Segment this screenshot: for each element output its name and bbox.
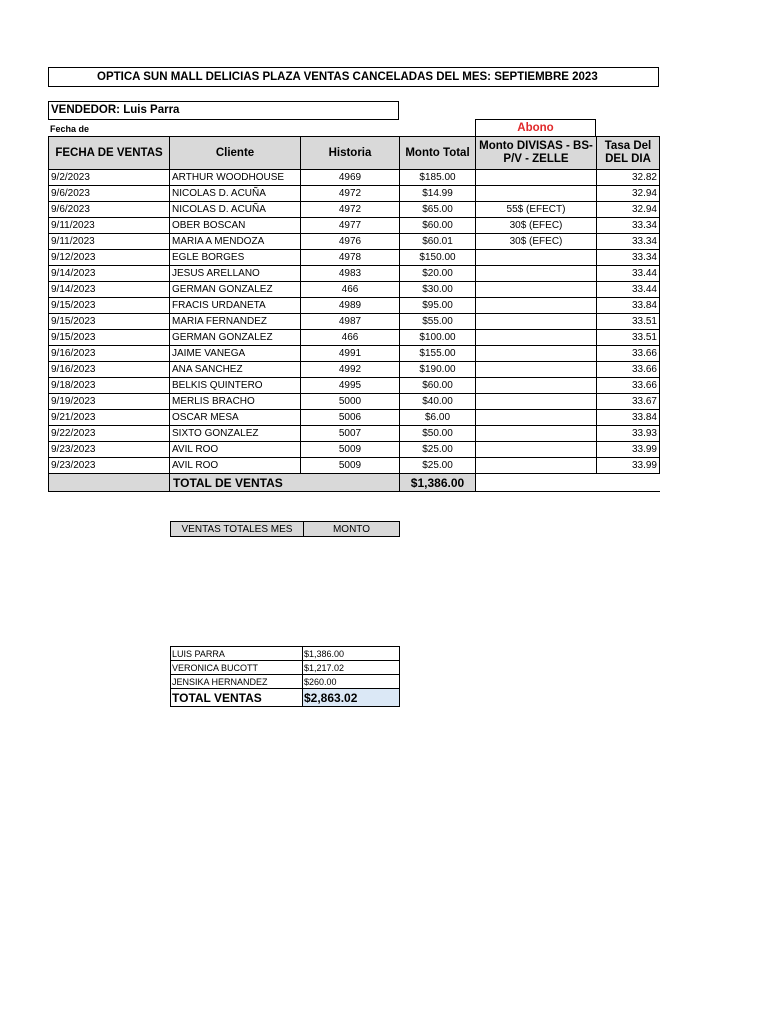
cell-divisas [476,362,597,378]
cell-monto: $185.00 [400,170,476,186]
table-row [49,378,660,394]
cell-cliente: ANA SANCHEZ [170,362,301,378]
cell-historia: 5009 [301,458,400,474]
cell-cliente: NICOLAS D. ACUÑA [170,202,301,218]
cell-fecha: 9/15/2023 [49,330,170,346]
cell-cliente: GERMAN GONZALEZ [170,282,301,298]
table-row [49,202,660,218]
table-row [49,234,660,250]
cell-fecha: 9/22/2023 [49,426,170,442]
cell-monto: $95.00 [400,298,476,314]
cell-divisas [476,186,597,202]
cell-monto: $30.00 [400,282,476,298]
cell-monto: $25.00 [400,458,476,474]
cell-cliente: EGLE BORGES [170,250,301,266]
cell-tasa: 33.84 [597,298,660,314]
cell-monto: $25.00 [400,442,476,458]
total-label: TOTAL DE VENTAS [170,474,400,492]
cell-cliente: OSCAR MESA [170,410,301,426]
cell-divisas [476,410,597,426]
table-row [49,266,660,282]
cell-monto: $50.00 [400,426,476,442]
table-row [49,250,660,266]
cell-monto: $100.00 [400,330,476,346]
cell-fecha: 9/6/2023 [49,186,170,202]
cell-monto: $60.00 [400,218,476,234]
cell-historia: 4972 [301,202,400,218]
cell-divisas [476,442,597,458]
summary-row [171,675,400,689]
cell-historia: 4989 [301,298,400,314]
table-row [49,298,660,314]
cell-fecha: 9/11/2023 [49,218,170,234]
cell-monto: $6.00 [400,410,476,426]
cell-monto: $155.00 [400,346,476,362]
table-row [49,346,660,362]
cell-historia: 466 [301,330,400,346]
cell-monto: $60.00 [400,378,476,394]
cell-divisas [476,298,597,314]
cell-historia: 466 [301,282,400,298]
table-row [49,330,660,346]
cell-cliente: MARIA A MENDOZA [170,234,301,250]
cell-tasa: 32.82 [597,170,660,186]
col-cliente-header: Cliente [170,137,301,170]
table-row [49,426,660,442]
table-row [49,170,660,186]
report-title: OPTICA SUN MALL DELICIAS PLAZA VENTAS CANCELADAS DEL MES: SEPTIEMBRE 2023 [48,67,659,87]
cell-tasa: 33.84 [597,410,660,426]
cell-monto: $40.00 [400,394,476,410]
cell-cliente: AVIL ROO [170,458,301,474]
summary-total-label: TOTAL VENTAS [171,689,303,707]
summary-row [171,647,400,661]
cell-fecha: 9/16/2023 [49,362,170,378]
cell-historia: 4978 [301,250,400,266]
cell-divisas [476,266,597,282]
table-row [49,314,660,330]
summary-amount: $1,386.00 [303,647,400,661]
monto-label: MONTO [304,522,400,537]
col-tasa-header: Tasa Del DEL DIA [597,137,660,170]
cell-divisas [476,426,597,442]
cell-tasa: 33.34 [597,250,660,266]
sales-table [48,136,660,492]
cell-monto: $60.01 [400,234,476,250]
summary-amount: $260.00 [303,675,400,689]
cell-cliente: JAIME VANEGA [170,346,301,362]
table-row [49,186,660,202]
cell-historia: 4977 [301,218,400,234]
summary-name: VERONICA BUCOTT [171,661,303,675]
table-row [49,458,660,474]
ventas-totales-mes-label: VENTAS TOTALES MES [171,522,304,537]
cell-historia: 4991 [301,346,400,362]
cell-divisas [476,330,597,346]
cell-cliente: MERLIS BRACHO [170,394,301,410]
cell-tasa: 33.34 [597,218,660,234]
cell-cliente: JESUS ARELLANO [170,266,301,282]
cell-tasa: 33.51 [597,330,660,346]
summary-name: JENSIKA HERNANDEZ [171,675,303,689]
cell-historia: 5000 [301,394,400,410]
cell-tasa: 33.44 [597,266,660,282]
cell-historia: 4995 [301,378,400,394]
table-row [49,442,660,458]
cell-tasa: 33.51 [597,314,660,330]
cell-tasa: 33.34 [597,234,660,250]
summary-amount: $1,217.02 [303,661,400,675]
cell-historia: 4992 [301,362,400,378]
summary-total-row [171,689,400,707]
table-row [49,362,660,378]
cell-historia: 4976 [301,234,400,250]
cell-historia: 4972 [301,186,400,202]
cell-fecha: 9/18/2023 [49,378,170,394]
cell-tasa: 33.99 [597,458,660,474]
cell-fecha: 9/6/2023 [49,202,170,218]
ventas-totales-header [170,521,400,537]
cell-divisas: 55$ (EFECT) [476,202,597,218]
cell-cliente: ARTHUR WOODHOUSE [170,170,301,186]
cell-fecha: 9/23/2023 [49,442,170,458]
cell-historia: 5006 [301,410,400,426]
col-monto-header: Monto Total [400,137,476,170]
cell-tasa: 33.66 [597,362,660,378]
cell-cliente: OBER BOSCAN [170,218,301,234]
cell-fecha: 9/23/2023 [49,458,170,474]
col-historia-header: Historia [301,137,400,170]
cell-cliente: GERMAN GONZALEZ [170,330,301,346]
table-row [49,394,660,410]
cell-fecha: 9/15/2023 [49,298,170,314]
cell-tasa: 33.66 [597,378,660,394]
cell-monto: $190.00 [400,362,476,378]
cell-fecha: 9/16/2023 [49,346,170,362]
cell-tasa: 32.94 [597,186,660,202]
summary-total-value: $2,863.02 [303,689,400,707]
cell-tasa: 32.94 [597,202,660,218]
cell-fecha: 9/14/2023 [49,266,170,282]
cell-divisas [476,458,597,474]
vendor-label: VENDEDOR: Luis Parra [48,101,399,120]
cell-historia: 4983 [301,266,400,282]
cell-monto: $14.99 [400,186,476,202]
cell-divisas [476,378,597,394]
cell-cliente: SIXTO GONZALEZ [170,426,301,442]
summary-table [170,646,400,707]
cell-fecha: 9/21/2023 [49,410,170,426]
cell-divisas [476,346,597,362]
cell-divisas [476,170,597,186]
sales-header-row [49,137,660,170]
cell-tasa: 33.66 [597,346,660,362]
cell-monto: $150.00 [400,250,476,266]
table-row [49,218,660,234]
cell-monto: $20.00 [400,266,476,282]
cell-monto: $65.00 [400,202,476,218]
cell-cliente: BELKIS QUINTERO [170,378,301,394]
cell-fecha: 9/19/2023 [49,394,170,410]
cell-divisas [476,394,597,410]
table-row [49,282,660,298]
cell-fecha: 9/11/2023 [49,234,170,250]
total-value: $1,386.00 [400,474,476,492]
cell-historia: 4987 [301,314,400,330]
cell-fecha: 9/2/2023 [49,170,170,186]
col-fecha-header: FECHA DE VENTAS [49,137,170,170]
cell-fecha: 9/12/2023 [49,250,170,266]
table-row [49,410,660,426]
cell-fecha: 9/15/2023 [49,314,170,330]
cell-divisas [476,282,597,298]
total-row [49,474,660,492]
cell-cliente: FRACIS URDANETA [170,298,301,314]
cell-tasa: 33.99 [597,442,660,458]
cell-fecha: 9/14/2023 [49,282,170,298]
cell-divisas [476,314,597,330]
cell-tasa: 33.67 [597,394,660,410]
cell-historia: 5007 [301,426,400,442]
cell-monto: $55.00 [400,314,476,330]
cell-tasa: 33.44 [597,282,660,298]
cell-cliente: MARIA FERNANDEZ [170,314,301,330]
cell-historia: 4969 [301,170,400,186]
fecha-de-label: Fecha de [50,124,90,134]
cell-cliente: NICOLAS D. ACUÑA [170,186,301,202]
summary-name: LUIS PARRA [171,647,303,661]
cell-divisas: 30$ (EFEC) [476,234,597,250]
abono-label: Abono [475,119,596,137]
cell-divisas: 30$ (EFEC) [476,218,597,234]
cell-tasa: 33.93 [597,426,660,442]
cell-cliente: AVIL ROO [170,442,301,458]
summary-row [171,661,400,675]
cell-divisas [476,250,597,266]
cell-historia: 5009 [301,442,400,458]
col-divisas-header: Monto DIVISAS - BS- P/V - ZELLE [476,137,597,170]
